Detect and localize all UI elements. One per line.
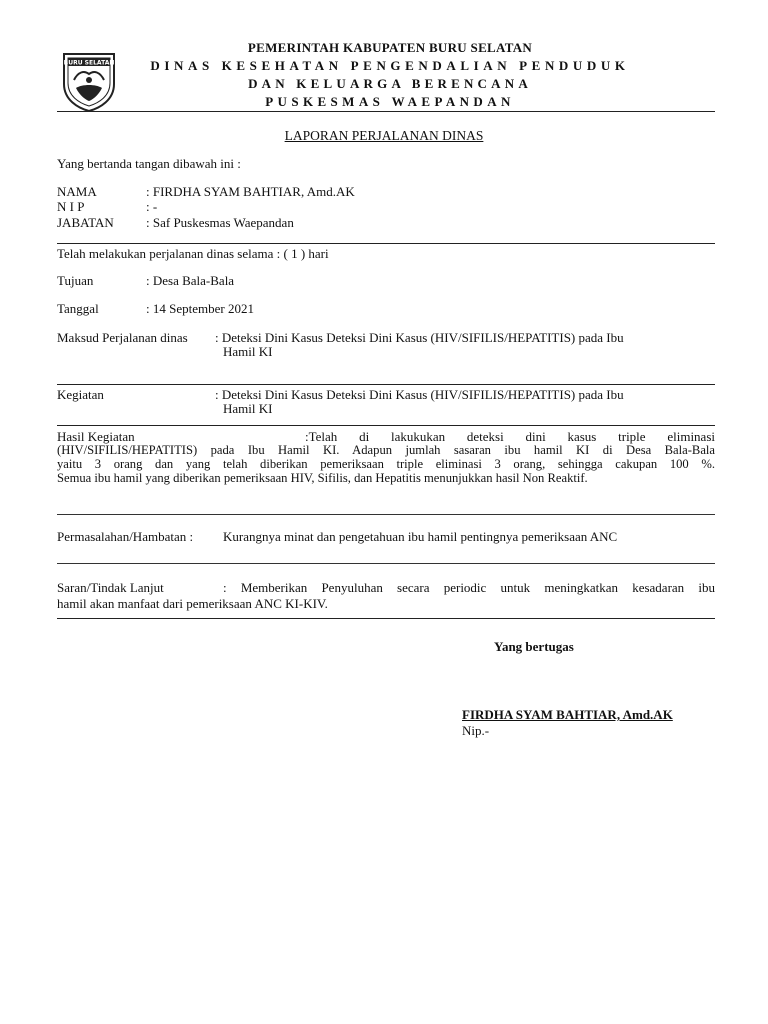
hasil-label: Hasil Kegiatan	[57, 429, 135, 444]
signature-name: FIRDHA SYAM BAHTIAR, Amd.AK	[462, 707, 673, 722]
maksud-value-line2: Hamil KI	[223, 344, 273, 359]
permasalahan-value: Kurangnya minat dan pengetahuan ibu hamil pentingnya pemeriksaan ANC	[223, 529, 618, 544]
logo-text: BURU SELATAN	[63, 59, 115, 67]
divider	[57, 514, 715, 515]
document-title: LAPORAN PERJALANAN DINAS	[284, 128, 484, 143]
tanggal-value: : 14 September 2021	[146, 301, 254, 316]
jabatan-value: : Saf Puskesmas Waepandan	[146, 215, 294, 230]
nip-value: : -	[146, 199, 158, 214]
nama-value: : FIRDHA SYAM BAHTIAR, Amd.AK	[146, 184, 355, 199]
jabatan-label: JABATAN	[57, 215, 114, 230]
hasil-line4: Semua ibu hamil yang diberikan pemeriksaan HIV, Sifilis, dan Hepatitis menunjukkan hasil Non Reaktif.	[57, 471, 588, 485]
saran-label: Saran/Tindak Lanjut	[57, 580, 164, 595]
letterhead-government: PEMERINTAH KABUPATEN BURU SELATAN	[247, 40, 533, 55]
maksud-value-line1: : Deteksi Dini Kasus Deteksi Dini Kasus (HIV/SIFILIS/HEPATITIS) pada Ibu	[215, 330, 624, 345]
hasil-line3: yaitu 3 orang dan yang telah diberikan pemeriksaan triple eliminasi 3 orang, sehingga cakupan 100 %.	[57, 457, 715, 471]
tujuan-value: : Desa Bala-Bala	[146, 273, 235, 288]
maksud-label: Maksud Perjalanan dinas	[57, 330, 188, 345]
tujuan-label: Tujuan	[57, 273, 94, 288]
divider	[57, 384, 715, 385]
letterhead-divider	[57, 111, 715, 112]
saran-line2: hamil akan manfaat dari pemeriksaan ANC KI-KIV.	[57, 596, 328, 611]
kegiatan-value-line1: : Deteksi Dini Kasus Deteksi Dini Kasus (HIV/SIFILIS/HEPATITIS) pada Ibu	[215, 387, 624, 402]
letterhead-puskesmas: PUSKESMAS WAEPANDAN	[265, 94, 515, 109]
signature-nip: Nip.-	[462, 723, 490, 738]
signature-heading: Yang bertugas	[494, 639, 574, 654]
divider	[57, 618, 715, 619]
permasalahan-label: Permasalahan/Hambatan :	[57, 529, 194, 544]
hasil-line1: :Telah di lakukukan deteksi dini kasus triple eliminasi	[305, 429, 715, 444]
tanggal-label: Tanggal	[57, 301, 99, 316]
letterhead-department: DINAS KESEHATAN PENGENDALIAN PENDUDUK	[150, 58, 630, 73]
kegiatan-label: Kegiatan	[57, 387, 104, 402]
letterhead-department-cont: DAN KELUARGA BERENCANA	[248, 76, 532, 91]
hasil-line2: (HIV/SIFILIS/HEPATITIS) pada Ibu Hamil KI. Adapun jumlah sasaran ibu hamil KI di Desa Bala-Bala	[57, 443, 715, 457]
intro-text: Yang bertanda tangan dibawah ini :	[57, 156, 241, 171]
nama-label: NAMA	[57, 184, 97, 199]
kegiatan-value-line2: Hamil KI	[223, 401, 273, 416]
regency-emblem-logo	[60, 50, 118, 112]
divider	[57, 425, 715, 426]
divider	[57, 243, 715, 244]
duration-text: Telah melakukan perjalanan dinas selama : ( 1 ) hari	[57, 246, 329, 261]
saran-line1: : Memberikan Penyuluhan secara periodic untuk meningkatkan kesadaran ibu	[223, 580, 715, 595]
divider	[57, 563, 715, 564]
nip-label: N I P	[57, 199, 85, 214]
